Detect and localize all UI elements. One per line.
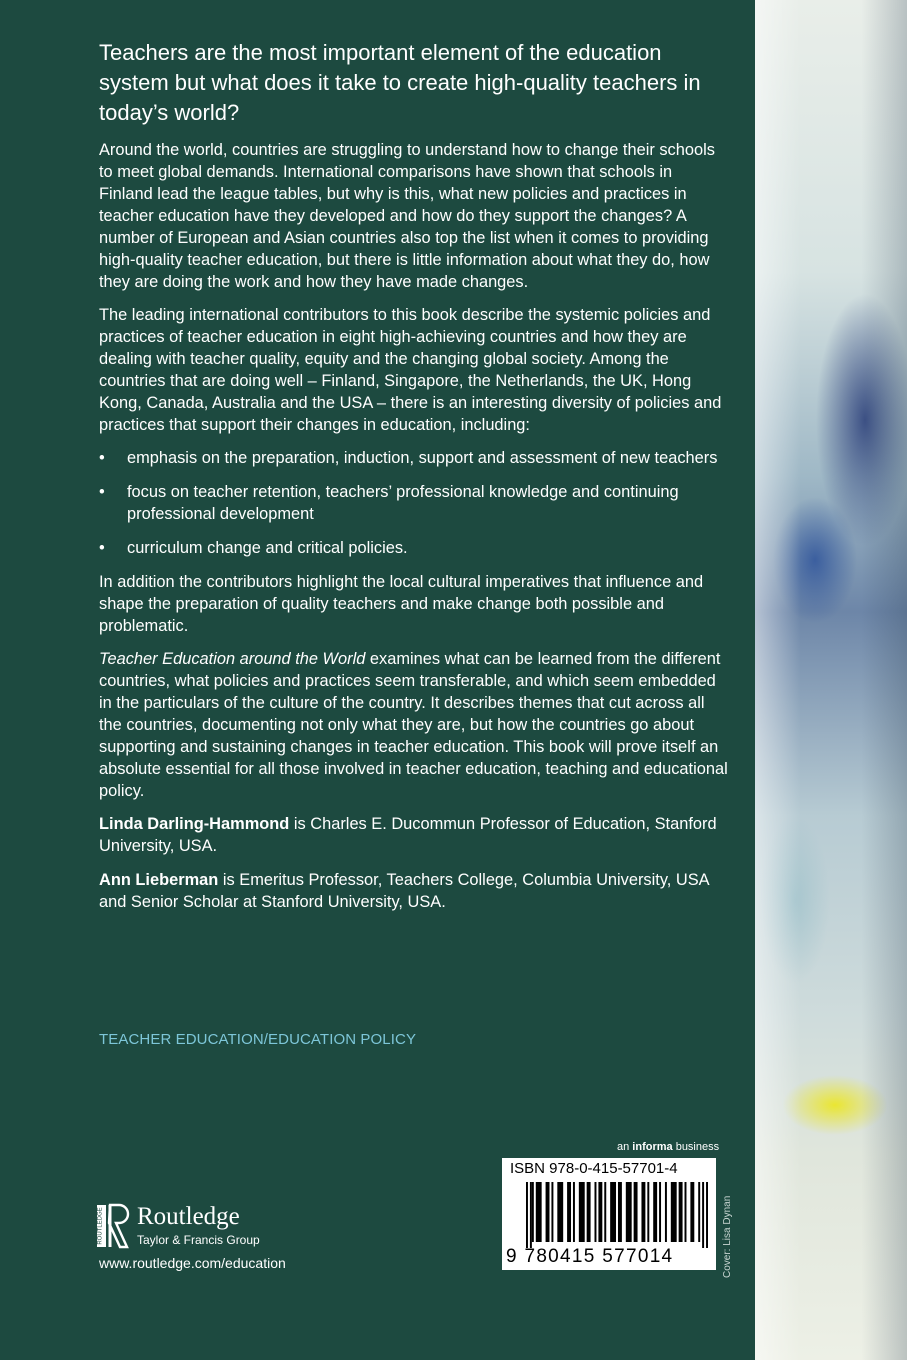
list-item: • focus on teacher retention, teachers’ professional knowledge and continuing professional development bbox=[99, 483, 679, 523]
author-name: Ann Lieberman bbox=[99, 871, 219, 889]
bullet-icon: • bbox=[99, 449, 105, 467]
paragraph-2: The leading international contributors to this book describe the systemic policies and practices of teacher education in eight high-achieving countries and how they are dealing with teacher quality, equity and the changing global society. Among the countries that are doing well – Finland, Singapore, the Netherlands, the UK, Hong Kong, Canada, Australia and the USA – there is an interesting diversity of policies and practices that support their changes in education, including: bbox=[99, 306, 722, 434]
headline: Teachers are the most important element of the education system but what does it take to create high-quality teachers in today’s world? bbox=[99, 40, 701, 125]
blurb bbox=[99, 38, 729, 925]
list-item: • curriculum change and critical policies. bbox=[99, 539, 408, 557]
bullet-list bbox=[99, 447, 729, 559]
subject-category: TEACHER EDUCATION/EDUCATION POLICY bbox=[99, 1031, 417, 1048]
barcode-number: 9 780415 577014 bbox=[506, 1246, 674, 1267]
list-item: • emphasis on the preparation, induction, support and assessment of new teachers bbox=[99, 449, 718, 467]
informa-tagline: an informa business bbox=[617, 1141, 720, 1153]
cover-credit: Cover: Lisa Dynan bbox=[722, 1195, 733, 1278]
publisher-name: Routledge bbox=[137, 1203, 240, 1230]
barcode-bars bbox=[526, 1182, 708, 1248]
author-name: Linda Darling-Hammond bbox=[99, 815, 290, 833]
svg-text:ROUTLEDGE: ROUTLEDGE bbox=[97, 1207, 104, 1245]
book-title: Teacher Education around the World bbox=[99, 650, 366, 668]
barcode bbox=[502, 1158, 716, 1270]
paragraph-4: Teacher Education around the World examines what can be learned from the different countries, what policies and practices seem transferable, and which seem embedded in the particulars of the culture of the country. It describes themes that cut across all the countries, documenting not only what they are, but how the countries go about supporting and sustaining changes in teacher education. This book will prove itself an absolute essential for all those involved in teacher education, teaching and educational policy. bbox=[99, 650, 728, 800]
isbn-label: ISBN 978-0-415-57701-4 bbox=[510, 1160, 678, 1177]
author-bio-2: Ann Lieberman is Emeritus Professor, Teachers College, Columbia University, USA and Senior Scholar at Stanford University, USA. bbox=[99, 871, 709, 911]
routledge-logo bbox=[97, 1201, 297, 1251]
bullet-icon: • bbox=[99, 539, 105, 557]
bullet-icon: • bbox=[99, 483, 105, 501]
publisher-website[interactable]: www.routledge.com/education bbox=[99, 1255, 286, 1271]
author-bio-1: Linda Darling-Hammond is Charles E. Ducommun Professor of Education, Stanford University, USA. bbox=[99, 815, 717, 855]
routledge-r-icon bbox=[97, 1201, 131, 1251]
publisher-group: Taylor & Francis Group bbox=[137, 1233, 260, 1247]
paragraph-1: Around the world, countries are struggling to understand how to change their schools to meet global demands. International comparisons have shown that schools in Finland lead the league tables, but why is this, what new policies and practices in teacher education have they developed and how do they support the changes? A number of European and Asian countries also top the list when it comes to providing high-quality teacher education, but there is little information about what they do, how they are doing the work and how they have made changes. bbox=[99, 141, 715, 291]
paragraph-3: In addition the contributors highlight the local cultural imperatives that influence and shape the preparation of quality teachers and make change both possible and problematic. bbox=[99, 573, 704, 635]
